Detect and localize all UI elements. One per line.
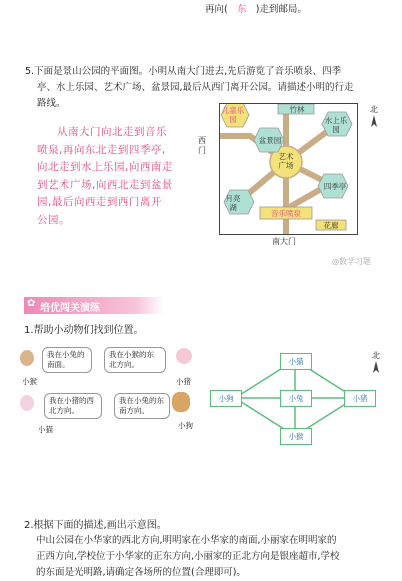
cat-label: 小猫	[38, 425, 53, 434]
pig-speech: 我在小猴的东北方向。	[104, 347, 166, 373]
top-answer: 东	[236, 4, 247, 15]
position-box-center: 小兔	[280, 390, 312, 407]
answer-line: 到艺术广场,向西北走到盆景	[37, 178, 173, 191]
answer-line: 公园。	[37, 213, 70, 226]
question-text-line: 亭、水上乐园、艺术广场、盆景园,最后从西门离开公园。请描述小明的行走	[37, 82, 354, 93]
monkey-icon	[20, 350, 34, 366]
answer-line: 园,最后向西走到西门离开	[37, 196, 162, 208]
north-label: 北	[370, 105, 378, 114]
north-indicator	[370, 104, 378, 127]
monkey-speech: 我在小兔的南面。	[42, 347, 92, 373]
watermark-text: 数学习题	[338, 257, 371, 266]
question-2-text	[36, 533, 396, 581]
west-gate-label: 西门	[198, 136, 206, 155]
bonsai-label: 盆景园	[258, 136, 282, 145]
answer-block	[37, 124, 213, 229]
four-season-pavilion-label: 四季亭	[323, 182, 347, 191]
answer-line: 喷泉,再向东北走到四季亭,	[37, 143, 166, 156]
moon-lake-label: 月亮湖	[225, 194, 241, 212]
pig-label: 小猪	[176, 377, 191, 386]
monkey-label: 小猴	[22, 377, 37, 386]
question-number: 5.	[25, 66, 35, 77]
cat-speech: 我在小猪的西北方向。	[44, 393, 102, 419]
park-map	[219, 103, 358, 235]
question-text-line: 下面是景山公园的平面图。小明从南大门进去,先后游览了音乐喷泉、四季	[34, 66, 342, 77]
question-2-line: 正西方向,学校位于小华家的正东方向,小丽家的正北方向是银座超市,学校	[36, 551, 340, 562]
position-box-west: 小狗	[210, 390, 242, 407]
dog-label: 小狗	[178, 421, 193, 430]
question-text-line: 路线。	[37, 98, 66, 109]
position-box-north: 小猫	[280, 353, 312, 370]
flower-corridor-label: 花廊	[323, 221, 339, 230]
answer-line: 从南大门向北走到音乐	[57, 126, 167, 138]
diagram-north-label: 北	[372, 351, 380, 360]
position-box-east: 小猪	[344, 390, 376, 407]
top-prefix: 再向(	[205, 4, 228, 15]
top-suffix: )走到邮局。	[255, 4, 307, 15]
north-arrow-icon	[371, 115, 377, 127]
section-title: 培优闯关演练	[40, 303, 100, 314]
kids-park-label: 儿童乐园	[221, 106, 245, 124]
dog-icon	[172, 392, 190, 412]
water-park-label: 水上乐园	[324, 116, 348, 134]
art-square-label: 艺术广场	[278, 152, 294, 170]
pig-icon	[176, 348, 192, 364]
position-box-south: 小猴	[280, 428, 312, 445]
rabbit-icon: ✿	[27, 298, 36, 309]
music-fountain-label: 音乐喷泉	[271, 209, 301, 218]
watermark	[332, 256, 371, 267]
question-2-line: 的东面是光明路,请确定各场所的位置(合理即可)。	[36, 567, 246, 578]
south-gate-label: 南大门	[272, 237, 296, 246]
top-line	[205, 2, 307, 18]
question-2-line: 中山公园在小华家的西北方向,明明家在小华家的南面,小丽家在明明家的	[36, 535, 337, 546]
bamboo-label: 竹林	[289, 105, 305, 114]
cat-icon	[20, 395, 34, 411]
wechat-icon: ◎	[332, 257, 339, 266]
question-1-label: 1.帮助小动物们找到位置。	[24, 325, 144, 336]
dog-speech: 我在小兔的东南方向。	[114, 393, 170, 419]
question-2-label: 2.根据下面的描述,画出示意图。	[24, 520, 167, 531]
answer-line: 向北走到水上乐园,向西南走	[37, 161, 173, 173]
section-banner	[24, 297, 164, 314]
